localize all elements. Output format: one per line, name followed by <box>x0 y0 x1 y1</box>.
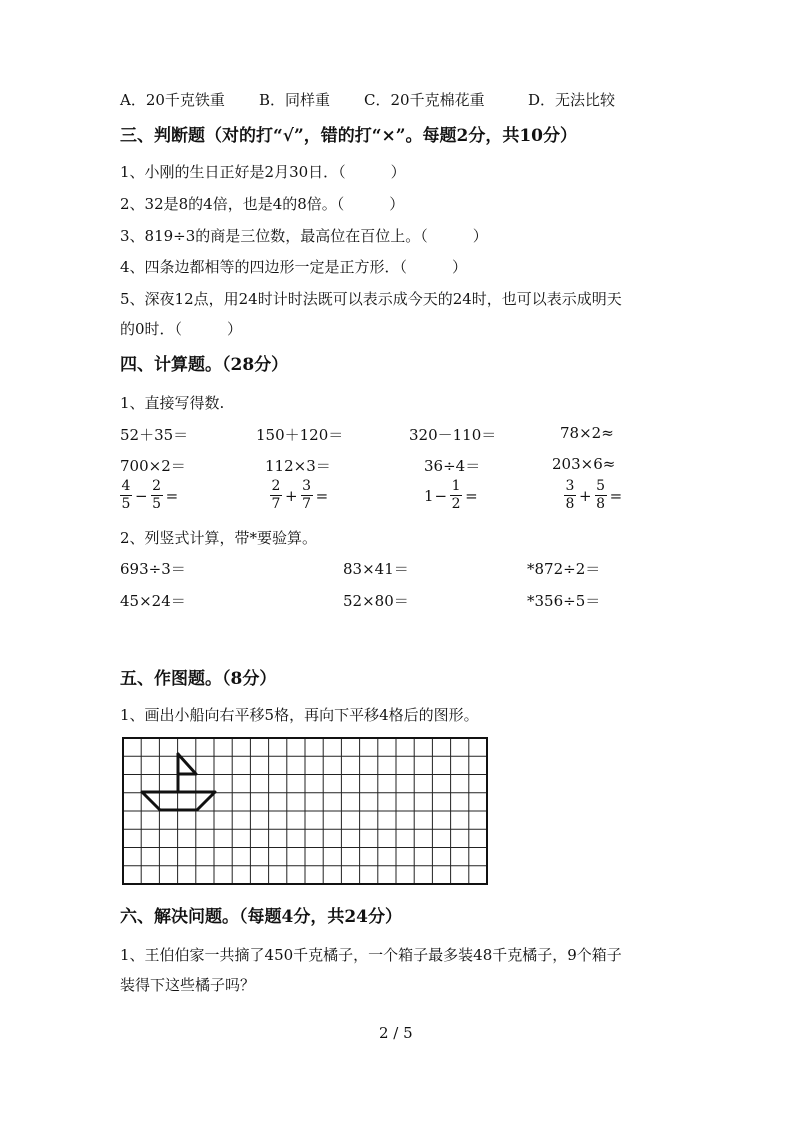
numerator: 3 <box>565 478 575 494</box>
judgement-item-5: 5、深夜12点，用24时计时法既可以表示成今天的24时，也可以表示成明天 <box>120 290 622 308</box>
operator: − <box>135 486 148 505</box>
judgement-item-5-cont: 的0时．（ ） <box>120 320 243 338</box>
equals: = <box>609 486 623 505</box>
calc-q1-label: 1、直接写得数. <box>120 394 225 412</box>
option-d: D．无法比较 <box>528 91 616 109</box>
denominator: 5 <box>152 496 162 512</box>
calc-item: 112×3＝ <box>265 457 331 475</box>
judgement-item-3: 3、819÷3的商是三位数，最高位在百位上。（ ） <box>120 227 488 245</box>
numerator: 2 <box>271 478 281 494</box>
equals: = <box>165 486 179 505</box>
denominator: 7 <box>302 496 312 512</box>
section6-title: 六、解决问题。（每题4分，共24分） <box>120 907 402 927</box>
fraction-expression-2 <box>268 478 329 513</box>
calc-item: 52＋35＝ <box>120 426 189 444</box>
section5-title: 五、作图题。（8分） <box>120 669 277 689</box>
judgement-item-2: 2、32是8的4倍，也是4的8倍。（ ） <box>120 195 405 213</box>
vertical-calc-item: *872÷2＝ <box>527 560 601 578</box>
grid-with-boat <box>122 737 489 886</box>
problem-1-line2: 装得下这些橘子吗？ <box>120 976 256 994</box>
judgement-item-4: 4、四条边都相等的四边形一定是正方形．（ ） <box>120 258 468 276</box>
calc-item: 36÷4＝ <box>424 457 481 475</box>
operator: + <box>579 486 592 505</box>
fraction-expression-1 <box>118 478 179 513</box>
vertical-calc-item: 45×24＝ <box>120 592 186 610</box>
numerator: 5 <box>596 478 606 494</box>
option-a: A．20千克铁重 <box>120 91 225 109</box>
fraction-expression-4 <box>562 478 623 513</box>
equals: = <box>465 486 478 505</box>
boat-icon <box>142 754 215 810</box>
equals: = <box>315 486 329 505</box>
denominator: 8 <box>596 496 606 512</box>
denominator: 8 <box>565 496 575 512</box>
fraction-expression-3 <box>424 478 479 513</box>
numerator: 3 <box>302 478 312 494</box>
vertical-calc-item: 83×41＝ <box>343 560 409 578</box>
denominator: 5 <box>121 496 131 512</box>
judgement-item-1: 1、小刚的生日正好是2月30日．（ ） <box>120 163 406 181</box>
numerator: 4 <box>121 478 131 494</box>
page-number: 2 / 5 <box>379 1024 413 1042</box>
option-b: B．同样重 <box>259 91 331 109</box>
calc-item: 320－110＝ <box>409 426 497 444</box>
whole-number: 1 <box>424 486 434 505</box>
calc-item: 78×2≈ <box>560 424 614 442</box>
operator: + <box>285 486 298 505</box>
numerator: 1 <box>451 478 461 494</box>
vertical-calc-item: *356÷5＝ <box>527 592 601 610</box>
calc-item: 700×2＝ <box>120 457 186 475</box>
section3-title: 三、判断题（对的打“√”，错的打“×”。每题2分，共10分） <box>120 126 578 146</box>
problem-1-line1: 1、王伯伯家一共摘了450千克橘子，一个箱子最多装48千克橘子，9个箱子 <box>120 946 622 964</box>
calc-item: 150＋120＝ <box>256 426 344 444</box>
drawing-q1: 1、画出小船向右平移5格，再向下平移4格后的图形。 <box>120 706 479 724</box>
operator: − <box>434 486 448 505</box>
calc-item: 203×6≈ <box>552 455 616 473</box>
option-c: C．20千克棉花重 <box>364 91 485 109</box>
numerator: 2 <box>152 478 162 494</box>
denominator: 2 <box>451 496 461 512</box>
section4-title: 四、计算题。（28分） <box>120 355 289 375</box>
vertical-calc-item: 52×80＝ <box>343 592 409 610</box>
denominator: 7 <box>271 496 281 512</box>
calc-q2-label: 2、列竖式计算，带*要验算。 <box>120 529 318 547</box>
vertical-calc-item: 693÷3＝ <box>120 560 186 578</box>
